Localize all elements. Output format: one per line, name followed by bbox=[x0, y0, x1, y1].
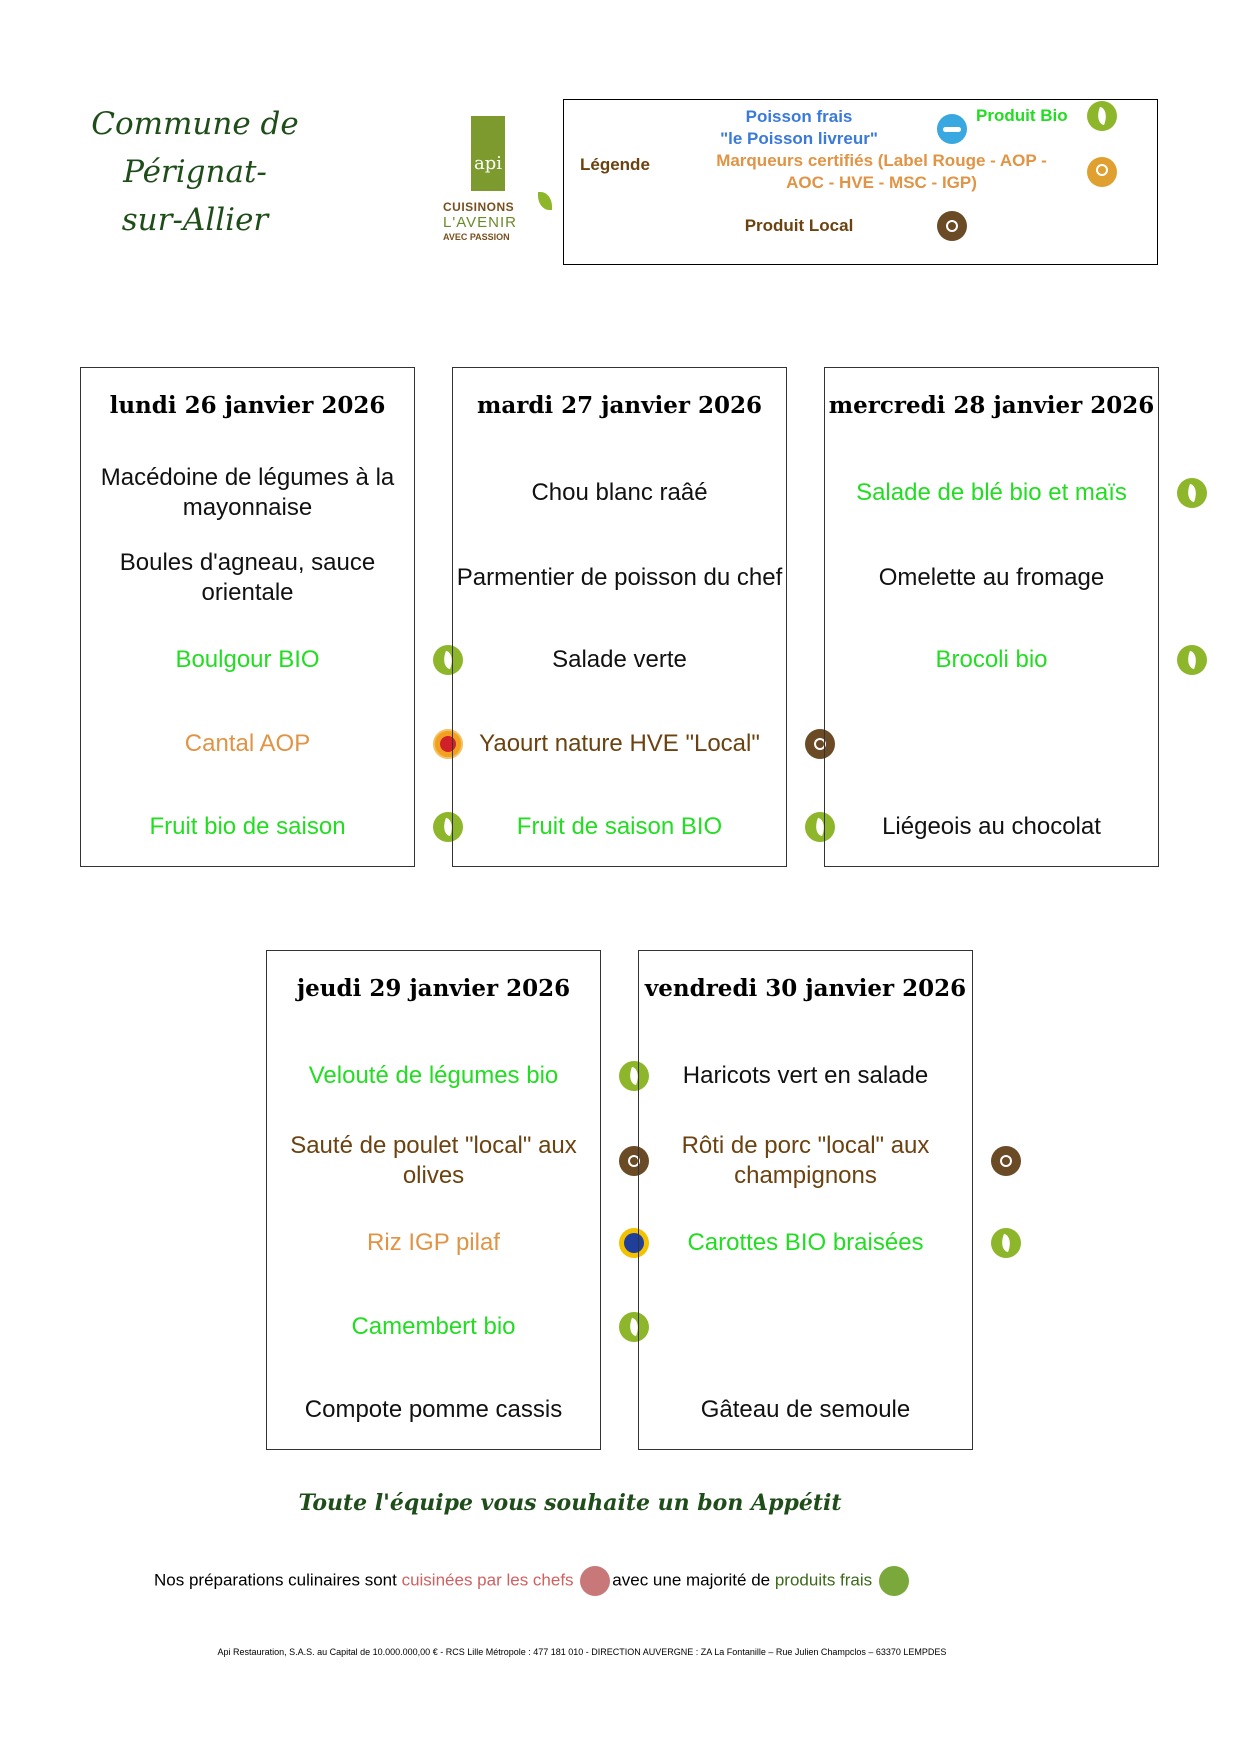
prep-frais: produits frais bbox=[774, 1570, 873, 1590]
menu-item: Gâteau de semoule bbox=[700, 1396, 911, 1423]
legend-certified-line-2: AOC - HVE - MSC - IGP) bbox=[786, 173, 977, 192]
prep-text-2: avec une majorité de bbox=[612, 1570, 775, 1590]
day-card bbox=[266, 950, 601, 1450]
fresh-products-icon bbox=[879, 1566, 909, 1596]
menu-item: Yaourt nature HVE "Local" bbox=[479, 730, 760, 757]
menu-item: Carottes BIO braisées bbox=[687, 1229, 924, 1256]
menu-item: Rôti de porc "local" aux champignons bbox=[681, 1132, 930, 1189]
menu-item: Sauté de poulet "local" aux olives bbox=[290, 1132, 577, 1189]
local-product-icon bbox=[991, 1146, 1021, 1176]
menu-item: Cantal AOP bbox=[184, 730, 311, 757]
legend-fish bbox=[659, 97, 939, 150]
local-product-icon bbox=[937, 211, 967, 241]
menu-item: Riz IGP pilaf bbox=[367, 1229, 500, 1256]
menu-item: Haricots vert en salade bbox=[682, 1062, 929, 1089]
bio-leaf-icon bbox=[1177, 645, 1207, 675]
menu-item: Boulgour BIO bbox=[175, 646, 320, 673]
logo-line-2: L'AVENIR bbox=[443, 214, 517, 231]
leaf-icon bbox=[538, 192, 552, 210]
legend-bio: Produit Bio bbox=[976, 106, 1068, 125]
menu-item: Boules d'agneau, sauce orientale bbox=[119, 549, 376, 606]
legend-title: Légende bbox=[580, 155, 650, 174]
logo-mark: api bbox=[471, 116, 505, 191]
legend-local: Produit Local bbox=[744, 216, 854, 235]
day-title: mardi 27 janvier 2026 bbox=[476, 392, 763, 419]
bio-leaf-icon bbox=[1177, 478, 1207, 508]
menu-item: Camembert bio bbox=[351, 1313, 516, 1340]
certified-label-icon bbox=[1087, 157, 1117, 187]
bon-appetit: Toute l'équipe vous souhaite un bon Appétit bbox=[298, 1490, 842, 1516]
fish-icon bbox=[937, 114, 967, 144]
menu-item: Omelette au fromage bbox=[878, 564, 1105, 591]
commune-title bbox=[40, 100, 350, 244]
legend-box bbox=[563, 99, 1158, 265]
day-title: mercredi 28 janvier 2026 bbox=[828, 392, 1155, 419]
commune-line-2: sur-Allier bbox=[121, 202, 269, 238]
prep-chefs: cuisinées par les chefs bbox=[401, 1570, 574, 1590]
preparation-note bbox=[154, 1566, 911, 1596]
logo-line-3: AVEC PASSION bbox=[443, 232, 510, 242]
prep-text-1: Nos préparations culinaires sont bbox=[154, 1570, 402, 1590]
menu-item: Chou blanc raâé bbox=[531, 479, 708, 506]
day-card bbox=[80, 367, 415, 867]
logo-line-1: CUISINONS bbox=[443, 200, 515, 214]
menu-item: Fruit de saison BIO bbox=[516, 813, 723, 840]
api-logo bbox=[443, 116, 561, 246]
legend-fish-line-2: "le Poisson livreur" bbox=[720, 129, 878, 148]
menu-item: Salade de blé bio et maïs bbox=[856, 479, 1127, 506]
menu-item: Brocoli bio bbox=[935, 646, 1048, 673]
legend-certified bbox=[684, 150, 1079, 194]
legend-certified-line-1: Marqueurs certifiés (Label Rouge - AOP - bbox=[716, 151, 1047, 170]
bio-leaf-icon bbox=[1087, 101, 1117, 131]
day-title: lundi 26 janvier 2026 bbox=[109, 392, 386, 419]
day-card bbox=[824, 367, 1159, 867]
menu-item: Velouté de légumes bio bbox=[308, 1062, 559, 1089]
chef-icon bbox=[580, 1566, 610, 1596]
day-title: jeudi 29 janvier 2026 bbox=[296, 975, 571, 1002]
commune-line-1: Commune de Pérignat- bbox=[91, 106, 299, 190]
bio-leaf-icon bbox=[991, 1228, 1021, 1258]
day-card bbox=[452, 367, 787, 867]
menu-item: Compote pomme cassis bbox=[304, 1396, 563, 1423]
menu-item: Parmentier de poisson du chef bbox=[456, 564, 783, 591]
day-card bbox=[638, 950, 973, 1450]
legend-fish-line-1: Poisson frais bbox=[745, 107, 853, 126]
menu-item: Liégeois au chocolat bbox=[882, 813, 1101, 840]
day-title: vendredi 30 janvier 2026 bbox=[644, 975, 967, 1002]
menu-item: Fruit bio de saison bbox=[149, 813, 346, 840]
menu-item: Salade verte bbox=[552, 646, 687, 673]
menu-item: Macédoine de légumes à la mayonnaise bbox=[100, 464, 395, 521]
legal-footer: Api Restauration, S.A.S. au Capital de 10.000.000,00 € - RCS Lille Métropole : 477 181 010 - DIRECTION AUVERGNE : ZA La Fontanille – Rue Julien Champclos – 63370 LEMPDES bbox=[217, 1647, 947, 1657]
